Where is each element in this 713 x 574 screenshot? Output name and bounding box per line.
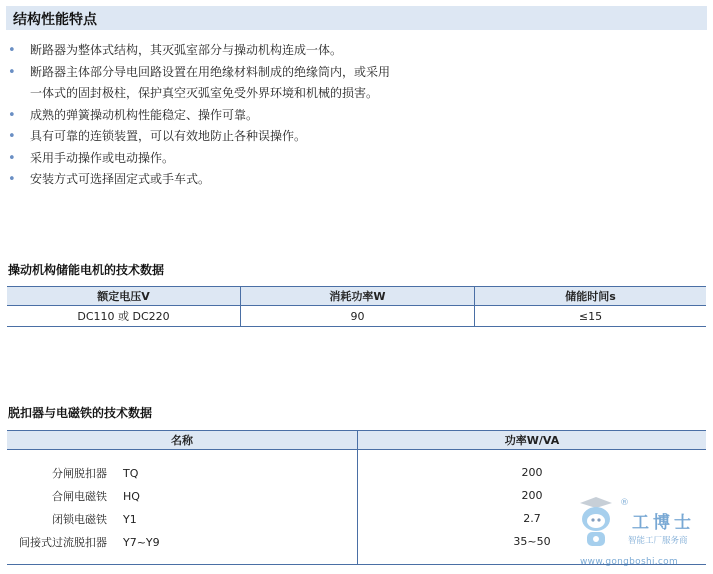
spacer-row: [7, 450, 706, 462]
motor-spec-table: [7, 286, 706, 327]
feature-item: • 断路器为整体式结构，其灭弧室部分与操动机构连成一体。: [8, 40, 648, 62]
release-code: TQ: [123, 466, 139, 480]
feature-list: [8, 40, 648, 191]
section-title: 结构性能特点: [13, 12, 97, 28]
watermark-title: 工博士: [632, 513, 695, 533]
cell-power: 90: [241, 306, 475, 327]
feature-item: • 安装方式可选择固定式或手车式。: [8, 169, 648, 191]
feature-item: • 断路器主体部分导电回路设置在用绝缘材料制成的绝缘筒内，或采用: [8, 62, 648, 84]
release-name: 分闸脱扣器: [52, 466, 107, 480]
registered-mark: ®: [620, 498, 629, 508]
release-code: Y1: [123, 512, 137, 526]
motor-table-heading: 操动机构储能电机的技术数据: [8, 263, 165, 277]
feature-item: • 具有可靠的连锁装置，可以有效地防止各种误操作。: [8, 126, 648, 148]
release-power: 200: [358, 484, 707, 507]
bullet-icon: •: [8, 107, 16, 123]
col-header-time: 储能时间s: [475, 287, 707, 306]
bullet-icon: •: [8, 64, 16, 80]
table-row: [7, 306, 706, 327]
section-header-bar: [6, 6, 707, 30]
cell-voltage: DC110 或 DC220: [7, 306, 241, 327]
release-code: HQ: [123, 489, 140, 503]
feature-item: • 采用手动操作或电动操作。: [8, 148, 648, 170]
feature-item-continuation: 一体式的固封极柱，保护真空灭弧室免受外界环境和机械的损害。: [30, 86, 379, 100]
release-power: 35~50: [358, 530, 707, 553]
table-row: [7, 461, 706, 484]
feature-item: • 成熟的弹簧操动机构性能稳定、操作可靠。: [8, 105, 648, 127]
bullet-icon: •: [8, 172, 16, 187]
release-power: 2.7: [358, 507, 707, 530]
bullet-icon: •: [8, 129, 16, 144]
col-header-name: 名称: [7, 431, 358, 450]
release-power: 200: [358, 461, 707, 484]
cell-time: ≤15: [475, 306, 707, 327]
col-header-power: 消耗功率W: [241, 287, 475, 306]
release-name: 闭锁电磁铁: [52, 512, 107, 526]
col-header-voltage: 额定电压V: [7, 287, 241, 306]
release-name: 合闸电磁铁: [52, 489, 107, 503]
robot-mascot-icon: [580, 497, 612, 546]
watermark-url: www.gongboshi.com: [580, 557, 679, 567]
table-header-row: [7, 431, 706, 450]
watermark-subtitle: 智能工厂服务商: [628, 536, 688, 546]
release-code: Y7~Y9: [123, 535, 160, 549]
table-header-row: [7, 287, 706, 306]
bullet-icon: •: [8, 43, 16, 58]
release-name: 间接式过流脱扣器: [19, 535, 107, 549]
bullet-icon: •: [8, 150, 16, 166]
release-table-heading: 脱扣器与电磁铁的技术数据: [8, 406, 153, 420]
col-header-power: 功率W/VA: [358, 431, 707, 450]
